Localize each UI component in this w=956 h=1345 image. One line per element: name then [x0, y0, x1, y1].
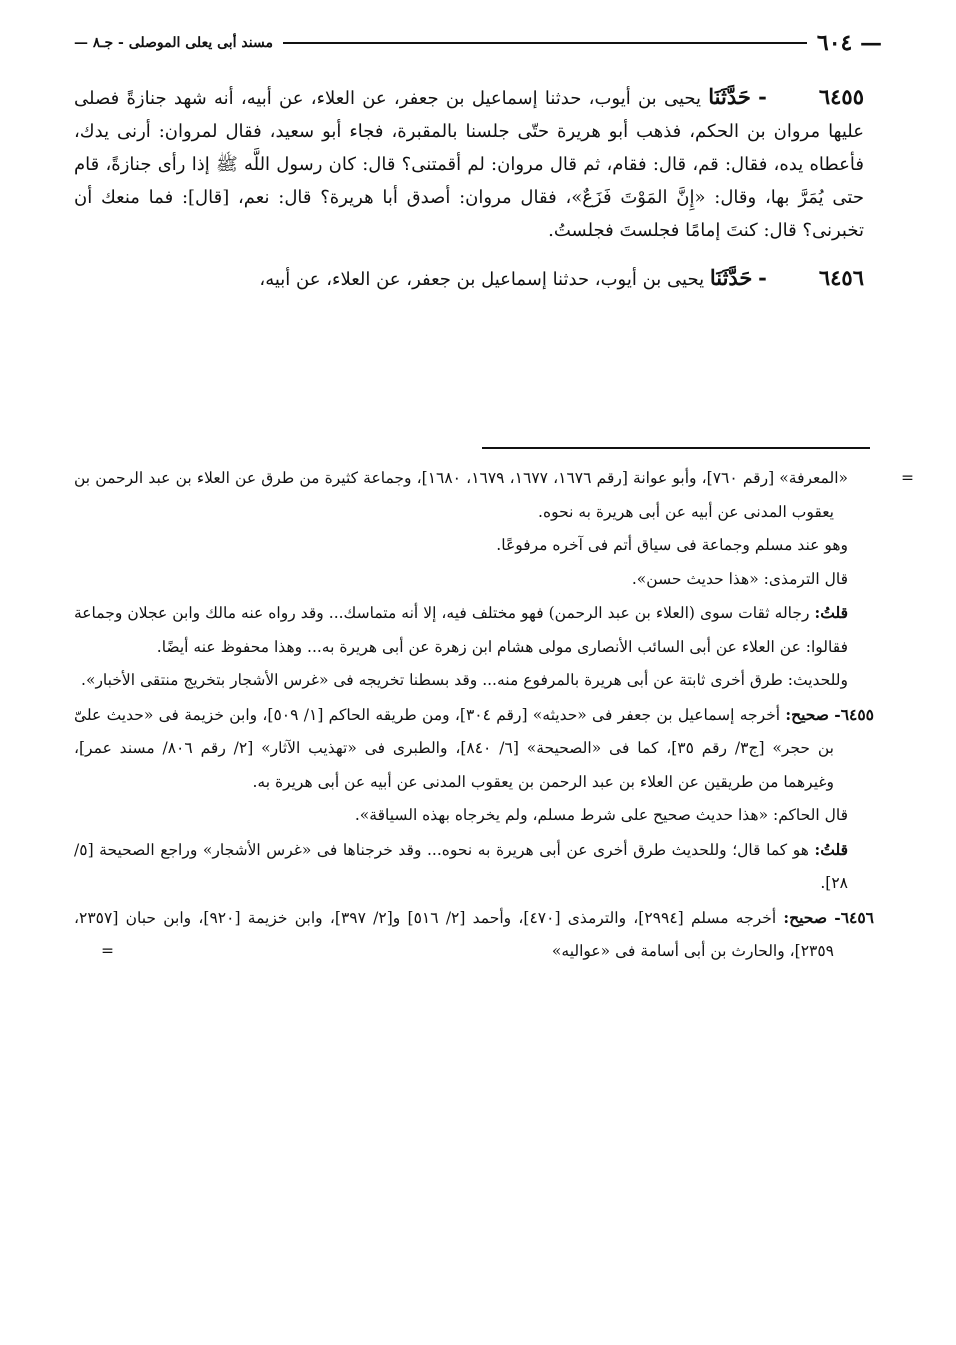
qultu-label: قلتُ: — [814, 839, 848, 859]
footnote-text: هو كما قال؛ وللحديث طرق أخرى عن أبى هريرة به نحوه... وقد خرجناها فى «غرس الأشجار» وراجع الصحيحة [٥/ ٢٨]. — [74, 840, 848, 892]
footnote-paragraph — [74, 833, 874, 901]
footnote-text: وللحديث: طرق أخرى ثابتة عن أبى هريرة بالمرفوع منه... وقد بسطنا تخريجه فى «غرس الأشجار بتخريج منتقى الأخبار». — [81, 671, 848, 689]
footnote-number: ٦٤٥٦- — [834, 907, 874, 927]
footnote-text: أخرجه إسماعيل بن جعفر فى «حديثه» [رقم ٣٠٤]، ومن طريقه الحاكم [١/ ٥٠٩]، وابن خزيمة فى «حديث علىّ بن حجر» [ج٣/ رقم ٣٥]، كما فى «الصحيحة» [٦/ ٨٤٠]، والطبرى فى «تهذيب الآثار» [٢/ رقم ٨٠٦/ مسند عمر]، وغيرهما من طريقين عن العلاء بن عبد الرحمن بن يعقوب المدنى عن أبيه عن أبى هريرة به. — [74, 705, 834, 791]
footnote-paragraph — [74, 596, 874, 664]
book-title: مسند أبى يعلى الموصلى - جـ٨ — — [74, 35, 273, 51]
footnote-text: قال الحاكم: «هذا حديث صحيح على شرط مسلم، ولم يخرجاه بهذه السياقة». — [354, 806, 848, 824]
qultu-label: قلتُ: — [814, 603, 848, 622]
footnote-paragraph — [74, 563, 874, 597]
grade-label: صحيح: — [785, 704, 829, 724]
footnote-6456: ٦٤٥٦- صحيح: أخرجه مسلم [٢٩٩٤]، والترمذى [٤٧٠]، وأحمد [٢/ ٥١٦] و[٢/ ٣٩٧]، وابن خزيمة [٩٢٠]، وابن حبان [٢٣٥٧، ٢٣٥٩]، والحارث بن أبى أسامة فى «عواليه» = — [74, 907, 874, 960]
footnote-divider — [482, 447, 870, 449]
footnote-text: قال الترمذى: «هذا حديث حسن». — [631, 569, 848, 588]
footnote-number: ٦٤٥٥- — [834, 704, 875, 724]
hadith-body: يحيى بن أيوب، حدثنا إسماعيل بن جعفر، عن العلاء، عن أبيه، أنه شهد جنازةً فصلى عليها مروان بن الحكم، فذهب أبو هريرة حتّى جلسنا بالمقبرة، فجاء أبو سعيد، فقال لمروان: أرنى يدك، فأعطاه يده، فقال: قم، قال: فقام، ثم قال مروان: لم أقمتنى؟ قال: كان رسول اللَّه ﷺ إذا رأى جنازةً، قام حتى يُمَرَّ بها، وقال: «إِنَّ المَوْتَ فَزَعٌ»، فقال مروان: أصدق أبا هريرة؟ قال: نعم، [قال]: فما منعك أن تخبرنى؟ قال: كنتَ إمامًا فجلستَ فجلستُ. — [74, 88, 864, 241]
footnote-paragraph — [74, 664, 874, 698]
header-rule — [283, 42, 807, 44]
hadith-body: يحيى بن أيوب، حدثنا إسماعيل بن جعفر، عن العلاء، عن أبيه، — [259, 269, 705, 290]
hadith-number: ٦٤٥٦- — [758, 265, 864, 290]
footnote-text: وهو عند مسلم وجماعة فى سياق أتم فى آخره مرفوعًا. — [496, 536, 848, 554]
hadith-paragraph — [74, 80, 864, 247]
hadith-opening: حَدَّثَنَا — [708, 84, 751, 109]
footnote-paragraph — [74, 462, 914, 529]
hadith-paragraph — [74, 261, 864, 296]
footnote-paragraph — [74, 529, 874, 563]
footnote-text: رجاله ثقات سوى (العلاء بن عبد الرحمن) فهو مختلف فيه، إلا أنه متماسك... وقد رواه عنه مالك وابن عجلان وجماعة فقالوا: عن العلاء عن أبى السائب الأنصارى مولى هشام ابن زهرة عن أبى هريرة به... وهذا محفوظ عنه أيضًا. — [74, 604, 848, 656]
footnote-paragraph — [74, 799, 874, 833]
footnote-text: أخرجه مسلم [٢٩٩٤]، والترمذى [٤٧٠]، وأحمد [٢/ ٥١٦] و[٢/ ٣٩٧]، وابن خزيمة [٩٢٠]، وابن حبان [٢٣٥٧، ٢٣٥٩]، والحارث بن أبى أسامة فى «عواليه» — [74, 908, 834, 960]
continuation-mark: = — [901, 469, 914, 487]
running-header — [74, 28, 882, 58]
page-number: — ٦٠٤ — [816, 30, 882, 56]
grade-label: صحيح: — [783, 907, 827, 927]
footnote-text: «المعرفة» [رقم ٧٦٠]، وأبو عوانة [رقم ١٦٧٦، ١٦٧٧، ١٦٧٩، ١٦٨٠]، وجماعة كثيرة من طرق عن العلاء بن عبد الرحمن بن يعقوب المدنى عن أبيه عن أبى هريرة به نحوه. — [74, 469, 848, 521]
footnote-6455 — [74, 698, 874, 800]
hadith-text — [74, 80, 864, 310]
hadith-opening: حَدَّثَنَا — [709, 265, 753, 290]
hadith-number: ٦٤٥٥- — [758, 84, 864, 109]
footnotes — [74, 462, 914, 969]
